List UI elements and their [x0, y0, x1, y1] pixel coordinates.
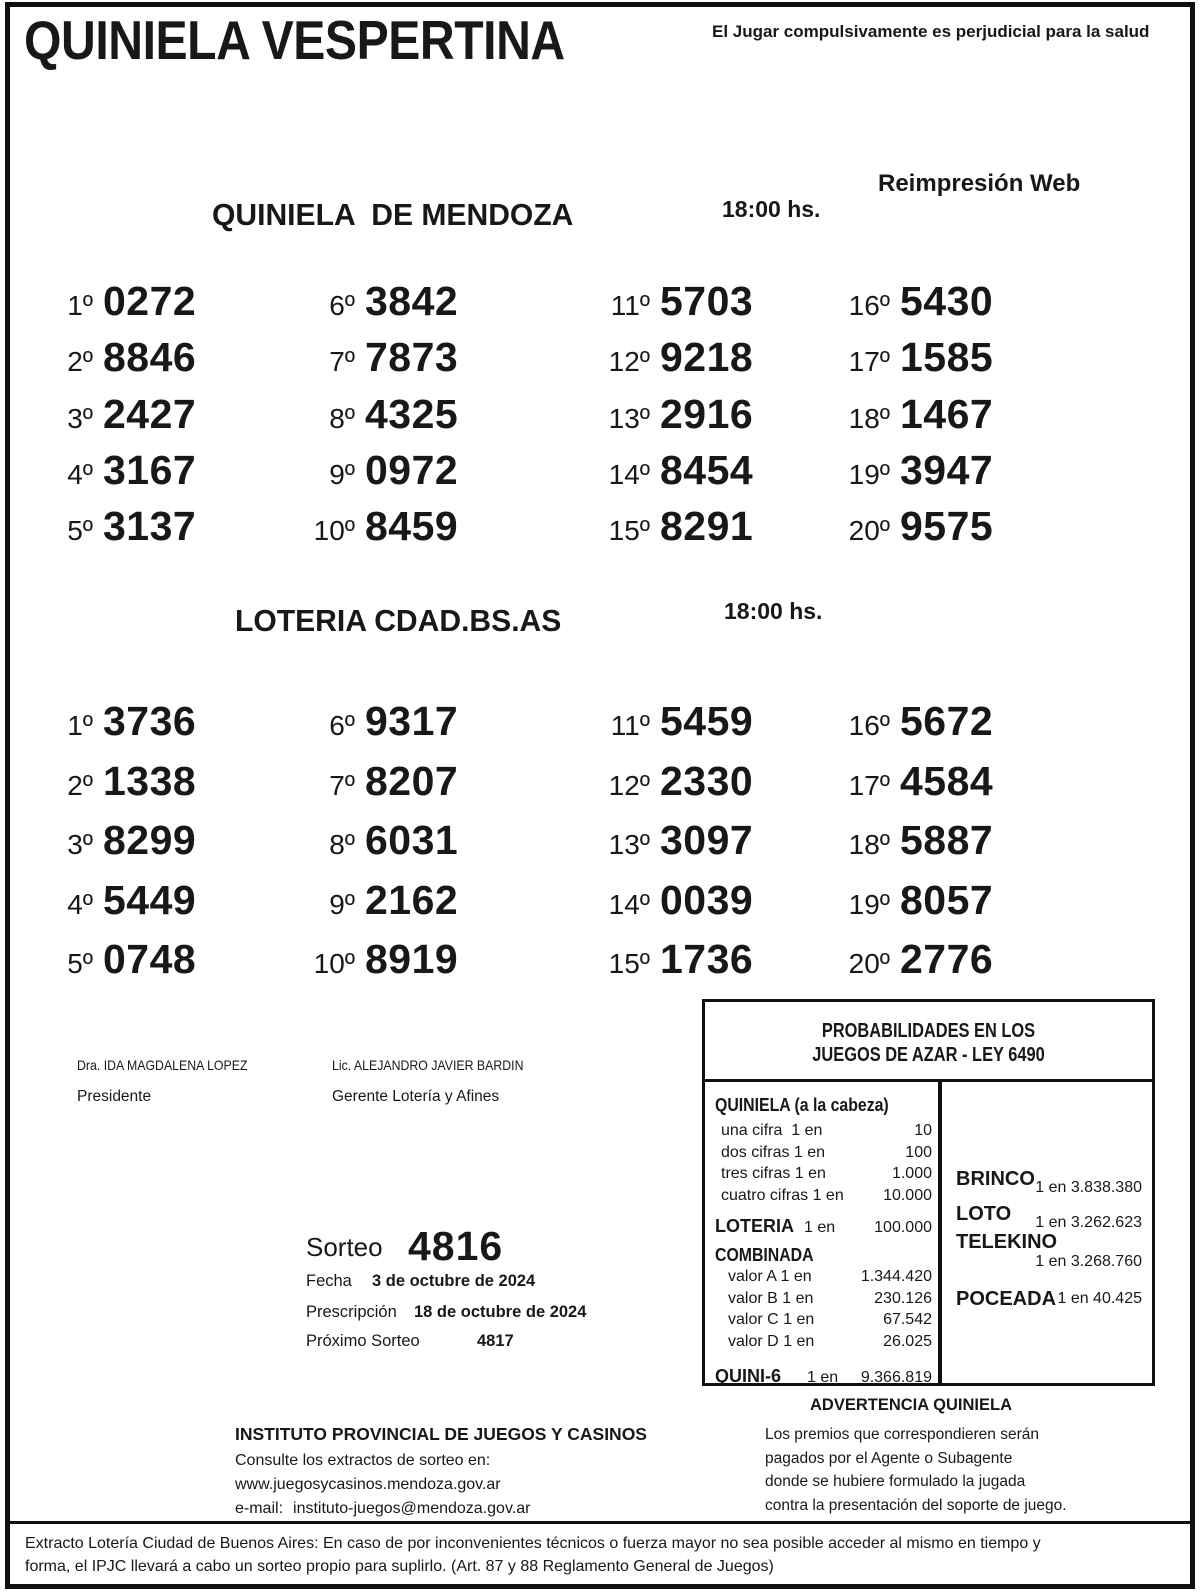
winning-number: 7873 — [365, 334, 459, 381]
position-label: 1º — [67, 710, 93, 741]
winning-number: 5703 — [660, 278, 754, 324]
winning-number: 0272 — [103, 278, 197, 324]
position-label: 14º — [608, 458, 650, 490]
winning-number: 8291 — [660, 503, 754, 550]
game-name: BRINCO — [956, 1168, 1035, 1190]
probabilities-right-column — [942, 1082, 1152, 1383]
position-label: 5º — [67, 515, 93, 547]
position-label: 12º — [608, 769, 650, 801]
winning-number: 2330 — [660, 757, 754, 804]
position-label: 9º — [329, 888, 355, 920]
position-label: 5º — [67, 948, 93, 980]
game-odds-value: 1 en 3.268.760 — [1035, 1253, 1142, 1270]
position-label: 13º — [608, 829, 650, 861]
advertencia-title: ADVERTENCIA QUINIELA — [810, 1396, 1012, 1414]
document-title: QUINIELA VESPERTINA — [24, 9, 565, 71]
winning-number: 1338 — [103, 757, 197, 804]
position-label: 17º — [848, 346, 890, 378]
winning-number: 9575 — [900, 503, 994, 550]
position-label: 6º — [329, 710, 355, 741]
prob-row-value: 10.000 — [883, 1186, 932, 1204]
position-label: 7º — [329, 769, 355, 801]
result-10º — [295, 936, 459, 983]
instituto-consult-line: Consulte los extractos de sorteo en: — [235, 1452, 491, 1469]
position-label: 7º — [329, 346, 355, 378]
winning-number: 2162 — [365, 876, 459, 923]
winning-number: 6031 — [365, 817, 459, 864]
winning-number: 2427 — [103, 390, 197, 437]
position-label: 16º — [848, 290, 890, 321]
probabilities-title-line2: JUEGOS DE AZAR - LEY 6490 — [812, 1044, 1045, 1066]
winning-number: 1585 — [900, 334, 994, 381]
quiniela-odds-rows — [715, 1120, 932, 1206]
winning-number: 3842 — [365, 278, 459, 324]
result-16º — [830, 698, 994, 744]
probabilities-box — [702, 999, 1155, 1386]
position-label: 3º — [67, 829, 93, 861]
position-label: 8º — [329, 402, 355, 434]
combinada-heading: COMBINADA — [715, 1245, 814, 1265]
position-label: 6º — [329, 290, 355, 321]
position-label: 10º — [313, 948, 355, 980]
quini6-mid: 1 en — [807, 1369, 839, 1386]
quiniela-heading: QUINIELA (a la cabeza) — [715, 1095, 889, 1115]
position-label: 17º — [848, 769, 890, 801]
official-1-role: Presidente — [77, 1088, 152, 1105]
position-label: 11º — [610, 710, 650, 741]
winning-number: 0748 — [103, 936, 197, 983]
reprint-web-label: Reimpresión Web — [878, 170, 1081, 197]
official-1-name: Dra. IDA MAGDALENA LOPEZ — [77, 1057, 248, 1073]
health-warning-text: El Jugar compulsivamente es perjudicial para la salud — [712, 22, 1150, 41]
game-name: LOTO — [956, 1203, 1012, 1225]
result-11º — [590, 698, 754, 744]
result-15º — [590, 936, 754, 983]
result-19º — [830, 876, 994, 923]
prob-row-value: 26.025 — [883, 1332, 932, 1350]
loteria-odds-row — [715, 1215, 932, 1239]
prob-row-label: dos cifras 1 en — [721, 1143, 826, 1161]
result-18º — [830, 817, 994, 864]
winning-number: 9218 — [660, 334, 754, 381]
prob-row-label: valor A 1 en — [728, 1268, 812, 1285]
position-label: 9º — [329, 458, 355, 490]
footer-disclaimer-line2: forma, el IPJC llevará a cabo un sorteo propio para suplirlo. (Art. 87 y 88 Reglamento General de Juegos) — [25, 1558, 774, 1575]
prob-row-label: valor C 1 en — [728, 1311, 815, 1328]
winning-number: 2916 — [660, 390, 754, 437]
winning-number: 5459 — [660, 698, 754, 744]
quini6-label: QUINI-6 — [715, 1366, 782, 1386]
position-label: 13º — [608, 402, 650, 434]
combinada-odds-rows — [715, 1266, 932, 1352]
winning-number: 8057 — [900, 876, 994, 923]
position-label: 15º — [608, 948, 650, 980]
winning-number: 8454 — [660, 446, 754, 493]
position-label: 11º — [610, 290, 650, 321]
game-odds-value: 1 en 40.425 — [1057, 1290, 1142, 1307]
position-label: 4º — [67, 458, 93, 490]
prob-row-value: 230.126 — [874, 1289, 932, 1307]
loteria-label: LOTERIA — [715, 1216, 794, 1236]
winning-number: 2776 — [900, 936, 994, 983]
advertencia-line: pagados por el Agente o Subagente — [765, 1449, 1013, 1467]
position-label: 3º — [67, 402, 93, 434]
winning-number: 3137 — [103, 503, 197, 550]
winning-number: 8919 — [365, 936, 459, 983]
winning-number: 5887 — [900, 817, 994, 864]
instituto-email-line — [235, 1500, 530, 1517]
official-2-name: Lic. ALEJANDRO JAVIER BARDIN — [332, 1057, 524, 1073]
fecha-value: 3 de octubre de 2024 — [372, 1272, 536, 1290]
probabilities-title — [705, 1002, 1152, 1082]
winning-number: 3167 — [103, 446, 197, 493]
winning-number: 8299 — [103, 817, 197, 864]
prob-row — [715, 1142, 932, 1164]
result-17º — [830, 757, 994, 804]
prob-row — [715, 1120, 932, 1142]
prob-row — [715, 1163, 932, 1185]
position-label: 2º — [67, 769, 93, 801]
result-12º — [590, 757, 754, 804]
winning-number: 0972 — [365, 446, 459, 493]
prob-row-value: 67.542 — [883, 1311, 932, 1328]
draw-bsas-time: 18:00 hs. — [724, 598, 823, 624]
winning-number: 4584 — [900, 757, 994, 804]
instituto-website: www.juegosycasinos.mendoza.gov.ar — [235, 1476, 501, 1493]
prob-row-value: 1.000 — [891, 1165, 932, 1182]
position-label: 16º — [848, 710, 890, 741]
winning-number: 3736 — [103, 698, 197, 744]
winning-number: 8846 — [103, 334, 197, 381]
advertencia-line: Los premios que correspondieren serán — [765, 1426, 1039, 1443]
draw-mendoza-time: 18:00 hs. — [722, 196, 821, 222]
position-label: 14º — [608, 888, 650, 920]
prob-row-value: 1.344.420 — [860, 1268, 932, 1285]
position-label: 15º — [608, 515, 650, 547]
position-label: 10º — [313, 515, 355, 547]
prob-row — [715, 1266, 932, 1288]
position-label: 19º — [848, 888, 890, 920]
prob-row — [715, 1309, 932, 1331]
footer-divider — [10, 1521, 1190, 1524]
email-label: e-mail: — [235, 1500, 284, 1517]
result-6º — [295, 698, 459, 744]
game-name: TELEKINO — [956, 1231, 1058, 1253]
advertencia-line: contra la presentación del soporte de juego. — [765, 1496, 1067, 1514]
instituto-name: INSTITUTO PROVINCIAL DE JUEGOS Y CASINOS — [235, 1424, 647, 1444]
result-20º — [830, 936, 994, 983]
result-2º — [33, 757, 197, 804]
advertencia-text — [765, 1423, 1067, 1517]
fecha-label: Fecha — [306, 1272, 352, 1290]
prob-row-label: valor D 1 en — [728, 1332, 815, 1350]
prob-row-label: tres cifras 1 en — [721, 1165, 826, 1182]
winning-number: 8459 — [365, 503, 459, 550]
probabilities-left-column — [705, 1082, 942, 1386]
proximo-sorteo-label: Próximo Sorteo — [306, 1332, 420, 1350]
sorteo-number: 4816 — [408, 1223, 504, 1269]
result-14º — [590, 876, 754, 923]
winning-number: 1736 — [660, 936, 754, 983]
prob-row — [715, 1185, 932, 1207]
winning-number: 1467 — [900, 390, 994, 437]
draw-mendoza-title: QUINIELA DE MENDOZA — [212, 197, 574, 232]
prob-row-value: 10 — [914, 1122, 932, 1139]
quini6-odds-row — [715, 1365, 932, 1389]
prob-row-label: una cifra 1 en — [721, 1122, 823, 1139]
winning-number: 3947 — [900, 446, 994, 493]
game-name: POCEADA — [956, 1288, 1057, 1310]
game-odds-value: 1 en 3.262.623 — [1035, 1214, 1142, 1231]
position-label: 12º — [608, 346, 650, 378]
winning-number: 5672 — [900, 698, 994, 744]
probabilities-body — [705, 1082, 1152, 1386]
winning-number: 9317 — [365, 698, 459, 744]
position-label: 19º — [848, 458, 890, 490]
position-label: 18º — [848, 402, 890, 434]
draw-bsas-title: LOTERIA CDAD.BS.AS — [235, 603, 562, 638]
prob-row — [715, 1331, 932, 1353]
advertencia-line: donde se hubiere formulado la jugada — [765, 1473, 1026, 1490]
probabilities-title-line1: PROBABILIDADES EN LOS — [821, 1020, 1036, 1042]
position-label: 18º — [848, 829, 890, 861]
position-label: 8º — [329, 829, 355, 861]
winning-number: 5449 — [103, 876, 197, 923]
prob-row-label: valor B 1 en — [728, 1289, 814, 1307]
prob-row-label: cuatro cifras 1 en — [721, 1186, 844, 1204]
official-2-role: Gerente Lotería y Afines — [332, 1088, 500, 1105]
footer-disclaimer-line1: Extracto Lotería Ciudad de Buenos Aires: En caso de por inconvenientes técnicos o fuerza mayor no sea posible acceder al mismo en tiempo y — [25, 1535, 1041, 1552]
position-label: 2º — [67, 346, 93, 378]
prescripcion-value: 18 de octubre de 2024 — [414, 1303, 587, 1321]
position-label: 1º — [67, 290, 93, 321]
result-3º — [33, 817, 197, 864]
winning-number: 4325 — [365, 390, 459, 437]
result-5º — [33, 936, 197, 983]
position-label: 20º — [848, 948, 890, 980]
prob-row-value: 100 — [905, 1143, 932, 1161]
game-odds-value: 1 en 3.838.380 — [1035, 1179, 1142, 1196]
result-7º — [295, 757, 459, 804]
result-13º — [590, 817, 754, 864]
sorteo-label: Sorteo — [306, 1232, 383, 1262]
prob-row — [715, 1288, 932, 1310]
quini6-value: 9.366.819 — [860, 1369, 932, 1386]
proximo-sorteo-value: 4817 — [477, 1332, 514, 1350]
winning-number: 3097 — [660, 817, 754, 864]
result-4º — [33, 876, 197, 923]
position-label: 20º — [848, 515, 890, 547]
prescripcion-label: Prescripción — [306, 1303, 397, 1321]
position-label: 4º — [67, 888, 93, 920]
email-address: instituto-juegos@mendoza.gov.ar — [293, 1500, 531, 1517]
result-1º — [33, 698, 197, 744]
winning-number: 0039 — [660, 876, 754, 923]
loteria-mid: 1 en — [804, 1219, 836, 1236]
winning-number: 8207 — [365, 757, 459, 804]
winning-number: 5430 — [900, 278, 994, 324]
result-8º — [295, 817, 459, 864]
result-9º — [295, 876, 459, 923]
loteria-value: 100.000 — [874, 1219, 932, 1236]
